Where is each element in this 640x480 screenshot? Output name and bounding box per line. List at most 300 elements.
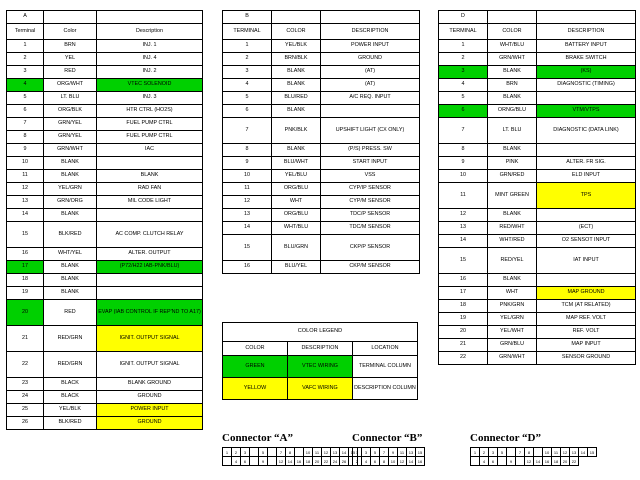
terminal-cell: 12 xyxy=(223,196,272,209)
connector-b-diagram xyxy=(352,432,425,466)
pin-cell: 8 xyxy=(525,448,534,457)
table-row xyxy=(439,300,636,313)
table-row xyxy=(7,157,203,170)
description-cell: EVAP (IAB CONTROL IF REP'ND TO A17) xyxy=(97,300,203,326)
color-cell: ORG/BLU xyxy=(272,183,321,196)
description-cell: CKP/P SENSOR xyxy=(321,235,420,261)
pin-cell: 4 xyxy=(362,457,371,466)
legend-color-swatch: YELLOW xyxy=(223,378,288,400)
terminal-cell: 12 xyxy=(7,183,44,196)
pin-cell: 26 xyxy=(340,457,349,466)
pin-cell: 11 xyxy=(552,448,561,457)
description-cell xyxy=(97,209,203,222)
pin-cell: 18 xyxy=(552,457,561,466)
pin-cell: 6 xyxy=(489,457,498,466)
pin-row xyxy=(471,448,597,457)
color-cell: BLANK xyxy=(272,66,321,79)
terminal-cell: 1 xyxy=(223,40,272,53)
legend-row xyxy=(223,356,418,378)
description-cell: (P/S) PRESS. SW xyxy=(321,144,420,157)
terminal-cell: 9 xyxy=(439,157,488,170)
description-cell: MIL CODE LIGHT xyxy=(97,196,203,209)
table-row xyxy=(7,92,203,105)
pin-cell: 5 xyxy=(498,448,507,457)
table-letter-spacer xyxy=(488,11,537,24)
table-row xyxy=(7,196,203,209)
pin-cell: 14 xyxy=(340,448,349,457)
table-row xyxy=(439,222,636,235)
table-row xyxy=(439,157,636,170)
description-cell: RAD FAN xyxy=(97,183,203,196)
color-cell: WHT/BLU xyxy=(272,222,321,235)
legend-title-row xyxy=(223,323,418,342)
table-letter: A xyxy=(7,11,44,24)
terminal-cell: 10 xyxy=(223,170,272,183)
terminal-cell: 19 xyxy=(439,313,488,326)
description-cell: IAT INPUT xyxy=(537,248,636,274)
table-letter-spacer xyxy=(272,11,321,24)
pin-cell xyxy=(498,457,507,466)
table-row xyxy=(439,105,636,118)
description-cell: A/C REQ. INPUT xyxy=(321,92,420,105)
table-row xyxy=(7,300,203,326)
description-cell: IGNIT. OUTPUT SIGNAL xyxy=(97,352,203,378)
legend-header-description: DESCRIPTION xyxy=(287,342,352,356)
pin-cell: 22 xyxy=(322,457,331,466)
terminal-cell: 11 xyxy=(439,183,488,209)
table-header-row xyxy=(7,24,203,40)
color-cell: BLU/RED xyxy=(272,92,321,105)
legend-row xyxy=(223,378,418,400)
connector-a-diagram xyxy=(222,432,358,466)
description-cell: HTR CTRL (HO2S) xyxy=(97,105,203,118)
description-cell: FUEL PUMP CTRL xyxy=(97,118,203,131)
color-legend-table xyxy=(222,322,418,400)
color-cell: RED/YEL xyxy=(488,248,537,274)
connector-d-caption: Connector “D” xyxy=(470,432,541,444)
color-cell: MINT GREEN xyxy=(488,183,537,209)
terminal-cell: 2 xyxy=(439,53,488,66)
description-cell: SENSOR GROUND xyxy=(537,352,636,365)
table-row xyxy=(223,53,420,66)
description-cell: MAP GROUND xyxy=(537,287,636,300)
legend-description: VTEC WIRING xyxy=(287,356,352,378)
connector-b-pinmap xyxy=(352,447,425,466)
color-cell: PNK/BLK xyxy=(272,118,321,144)
column-header: COLOR xyxy=(488,24,537,40)
pin-cell: 16 xyxy=(295,457,304,466)
table-header-row xyxy=(439,24,636,40)
pin-cell: 12 xyxy=(322,448,331,457)
color-legend-body xyxy=(223,323,418,400)
description-cell: TCM (AT RELATED) xyxy=(537,300,636,313)
color-cell: BLK/RED xyxy=(44,417,97,430)
connector-a-table xyxy=(6,10,203,430)
pin-cell: 10 xyxy=(389,457,398,466)
pin-cell: 6 xyxy=(371,457,380,466)
table-row xyxy=(439,92,636,105)
terminal-cell: 17 xyxy=(7,261,44,274)
column-header: COLOR xyxy=(272,24,321,40)
color-cell: PNK/GRN xyxy=(488,300,537,313)
terminal-cell: 5 xyxy=(439,92,488,105)
connector-d-diagram xyxy=(470,432,597,466)
pin-cell: 2 xyxy=(353,457,362,466)
color-cell: BLANK xyxy=(488,144,537,157)
pin-cell xyxy=(268,448,277,457)
terminal-cell: 21 xyxy=(439,339,488,352)
description-cell: MAP INPUT xyxy=(537,339,636,352)
table-row xyxy=(7,378,203,391)
pin-cell: 16 xyxy=(416,457,425,466)
connector-b-caption: Connector “B” xyxy=(352,432,423,444)
legend-header-location: LOCATION xyxy=(352,342,417,356)
terminal-cell: 21 xyxy=(7,326,44,352)
terminal-cell: 2 xyxy=(223,53,272,66)
table-row xyxy=(7,131,203,144)
color-cell: GRN/WHT xyxy=(488,352,537,365)
table-row xyxy=(223,66,420,79)
table-row xyxy=(7,170,203,183)
pin-row xyxy=(223,457,358,466)
color-cell: BLANK xyxy=(488,92,537,105)
pin-cell: 3 xyxy=(241,448,250,457)
description-cell: POWER INPUT xyxy=(321,40,420,53)
table-row xyxy=(439,248,636,274)
legend-header-color: COLOR xyxy=(223,342,288,356)
description-cell: DIAGNOSTIC (TIMING) xyxy=(537,79,636,92)
color-cell: YEL xyxy=(44,53,97,66)
pin-cell: 20 xyxy=(313,457,322,466)
color-cell: YEL/BLK xyxy=(272,40,321,53)
color-cell: ORNG/BLU xyxy=(488,105,537,118)
pin-cell: 5 xyxy=(259,448,268,457)
description-cell: (ECT) xyxy=(537,222,636,235)
color-cell: BLANK xyxy=(44,287,97,300)
table-row xyxy=(7,209,203,222)
table-row xyxy=(7,222,203,248)
color-cell: YEL/BLU xyxy=(272,170,321,183)
table-row xyxy=(439,352,636,365)
pin-cell: 1 xyxy=(471,448,480,457)
table-row xyxy=(223,261,420,274)
column-header: TERMINAL xyxy=(439,24,488,40)
description-cell: BLANK GROUND xyxy=(97,378,203,391)
table-row xyxy=(439,170,636,183)
table-row xyxy=(223,157,420,170)
color-cell: RED/GRN xyxy=(44,352,97,378)
table-row xyxy=(439,235,636,248)
table-row xyxy=(439,313,636,326)
pin-cell: 8 xyxy=(380,457,389,466)
pin-cell: 1 xyxy=(353,448,362,457)
terminal-cell: 10 xyxy=(439,170,488,183)
pin-cell: 14 xyxy=(407,457,416,466)
pin-cell: 15 xyxy=(588,448,597,457)
connector-d-pinmap xyxy=(470,447,597,466)
color-cell: BLU/WHT xyxy=(272,157,321,170)
color-cell: BLANK xyxy=(272,79,321,92)
color-cell: BLANK xyxy=(44,170,97,183)
pin-cell xyxy=(507,448,516,457)
color-cell: WHT/YEL xyxy=(44,248,97,261)
pin-cell: 7 xyxy=(380,448,389,457)
color-cell: BLANK xyxy=(44,261,97,274)
pin-cell: 7 xyxy=(516,448,525,457)
table-row xyxy=(439,183,636,209)
description-cell: GROUND xyxy=(97,391,203,404)
description-cell: INJ. 3 xyxy=(97,92,203,105)
pin-row xyxy=(353,448,425,457)
color-cell: ORG/BLU xyxy=(272,209,321,222)
description-cell: MAP REF. VOLT xyxy=(537,313,636,326)
connector-b-table xyxy=(222,10,420,274)
description-cell: TDC/M SENSOR xyxy=(321,222,420,235)
description-cell: UPSHIFT LIGHT (CX ONLY) xyxy=(321,118,420,144)
pin-cell: 14 xyxy=(286,457,295,466)
legend-title: COLOR LEGEND xyxy=(223,323,418,342)
color-cell: BRN/BLK xyxy=(272,53,321,66)
pin-row xyxy=(353,457,425,466)
terminal-cell: 8 xyxy=(223,144,272,157)
terminal-cell: 18 xyxy=(7,274,44,287)
table-letter-row xyxy=(7,11,203,24)
pin-cell: 13 xyxy=(331,448,340,457)
table-row xyxy=(439,53,636,66)
terminal-cell: 3 xyxy=(439,66,488,79)
pin-cell: 8 xyxy=(286,448,295,457)
pin-cell: 4 xyxy=(232,457,241,466)
table-header-row xyxy=(223,24,420,40)
description-cell xyxy=(537,274,636,287)
table-row xyxy=(439,118,636,144)
color-cell: BLANK xyxy=(44,157,97,170)
description-cell xyxy=(537,209,636,222)
pin-cell: 22 xyxy=(570,457,579,466)
table-row xyxy=(7,53,203,66)
pin-cell: 20 xyxy=(561,457,570,466)
table-row xyxy=(223,79,420,92)
terminal-cell: 2 xyxy=(7,53,44,66)
table-row xyxy=(7,183,203,196)
description-cell xyxy=(97,157,203,170)
color-cell: GRN/RED xyxy=(488,170,537,183)
terminal-cell: 14 xyxy=(7,209,44,222)
color-cell: GRN/ORG xyxy=(44,196,97,209)
color-cell: ORG/BLK xyxy=(44,105,97,118)
description-cell: IGNIT. OUTPUT SIGNAL xyxy=(97,326,203,352)
terminal-cell: 25 xyxy=(7,404,44,417)
pin-cell: 12 xyxy=(561,448,570,457)
table-row xyxy=(223,235,420,261)
table-row xyxy=(439,144,636,157)
pin-cell: 16 xyxy=(543,457,552,466)
description-cell: CYP/IP SENSOR xyxy=(321,183,420,196)
pin-cell: 9 xyxy=(389,448,398,457)
pin-cell: 9 xyxy=(507,457,516,466)
terminal-cell: 1 xyxy=(439,40,488,53)
terminal-cell: 10 xyxy=(7,157,44,170)
connector-a-body xyxy=(7,11,203,430)
legend-color-swatch: GREEN xyxy=(223,356,288,378)
table-row xyxy=(7,66,203,79)
terminal-cell: 17 xyxy=(439,287,488,300)
description-cell: INJ. 1 xyxy=(97,40,203,53)
pin-cell xyxy=(268,457,277,466)
color-cell: BLU/YEL xyxy=(272,261,321,274)
description-cell: VSS xyxy=(321,170,420,183)
terminal-cell: 3 xyxy=(223,66,272,79)
description-cell: IAC xyxy=(97,144,203,157)
terminal-cell: 13 xyxy=(223,209,272,222)
pin-cell: 14 xyxy=(579,448,588,457)
color-cell: WHT/BLU xyxy=(488,40,537,53)
table-row xyxy=(7,326,203,352)
legend-header-row xyxy=(223,342,418,356)
table-row xyxy=(439,66,636,79)
table-row xyxy=(7,248,203,261)
table-row xyxy=(7,391,203,404)
terminal-cell: 15 xyxy=(439,248,488,274)
description-cell xyxy=(321,105,420,118)
terminal-cell: 6 xyxy=(7,105,44,118)
table-row xyxy=(223,144,420,157)
color-cell: WHT xyxy=(272,196,321,209)
table-row xyxy=(7,417,203,430)
pin-cell: 3 xyxy=(362,448,371,457)
table-row xyxy=(7,274,203,287)
table-row xyxy=(7,287,203,300)
column-header: Terminal xyxy=(7,24,44,40)
connector-d-table xyxy=(438,10,636,365)
description-cell: ALTER. OUTPUT xyxy=(97,248,203,261)
description-cell: (KS) xyxy=(537,66,636,79)
terminal-cell: 12 xyxy=(439,209,488,222)
terminal-cell: 13 xyxy=(7,196,44,209)
table-row xyxy=(7,118,203,131)
table-letter: D xyxy=(439,11,488,24)
terminal-cell: 9 xyxy=(7,144,44,157)
table-row xyxy=(7,261,203,274)
pin-cell xyxy=(223,457,232,466)
color-cell: BLACK xyxy=(44,391,97,404)
connector-d-body xyxy=(439,11,636,365)
description-cell: GROUND xyxy=(97,417,203,430)
pin-cell: 14 xyxy=(534,457,543,466)
pin-row xyxy=(223,448,358,457)
color-cell: BLANK xyxy=(44,274,97,287)
description-cell: INJ. 4 xyxy=(97,53,203,66)
description-cell: START INPUT xyxy=(321,157,420,170)
color-cell: RED/GRN xyxy=(44,326,97,352)
color-cell: BLANK xyxy=(488,66,537,79)
description-cell: (P72/H22 IAB-PNK/BLU) xyxy=(97,261,203,274)
terminal-cell: 14 xyxy=(223,222,272,235)
description-cell: BLANK xyxy=(97,170,203,183)
color-cell: BLANK xyxy=(44,209,97,222)
pin-cell: 15 xyxy=(349,448,358,457)
table-row xyxy=(223,92,420,105)
description-cell: TDC/P SENSOR xyxy=(321,209,420,222)
table-row xyxy=(7,352,203,378)
color-cell: WHT xyxy=(488,287,537,300)
pin-cell: 12 xyxy=(277,457,286,466)
color-cell: YEL/WHT xyxy=(488,326,537,339)
pin-cell: 1 xyxy=(223,448,232,457)
pin-cell xyxy=(516,457,525,466)
color-cell: BLK/RED xyxy=(44,222,97,248)
table-row xyxy=(223,183,420,196)
table-letter-spacer xyxy=(321,11,420,24)
terminal-cell: 16 xyxy=(439,274,488,287)
legend-location: TERMINAL COLUMN xyxy=(352,356,417,378)
table-letter-spacer xyxy=(44,11,97,24)
terminal-cell: 7 xyxy=(223,118,272,144)
pin-cell: 4 xyxy=(480,457,489,466)
terminal-cell: 3 xyxy=(7,66,44,79)
connector-a-caption: Connector “A” xyxy=(222,432,293,444)
terminal-cell: 23 xyxy=(7,378,44,391)
terminal-cell: 16 xyxy=(223,261,272,274)
description-cell: BATTERY INPUT xyxy=(537,40,636,53)
pin-cell: 13 xyxy=(570,448,579,457)
table-row xyxy=(7,404,203,417)
terminal-cell: 6 xyxy=(223,105,272,118)
pin-cell: 12 xyxy=(525,457,534,466)
terminal-cell: 24 xyxy=(7,391,44,404)
table-row xyxy=(439,40,636,53)
pin-cell: 3 xyxy=(489,448,498,457)
pin-cell: 18 xyxy=(304,457,313,466)
color-cell: YEL/GRN xyxy=(488,313,537,326)
pin-cell: 9 xyxy=(259,457,268,466)
table-row xyxy=(439,209,636,222)
color-cell: RED xyxy=(44,66,97,79)
color-cell: BRN xyxy=(44,40,97,53)
description-cell xyxy=(537,144,636,157)
description-cell: VTEC SOLENOID xyxy=(97,79,203,92)
connector-a-pinmap xyxy=(222,447,358,466)
pin-cell: 11 xyxy=(398,448,407,457)
terminal-cell: 5 xyxy=(223,92,272,105)
color-cell: BRN xyxy=(488,79,537,92)
color-cell: GRN/WHT xyxy=(488,53,537,66)
terminal-cell: 4 xyxy=(439,79,488,92)
table-row xyxy=(223,105,420,118)
pin-cell: 11 xyxy=(313,448,322,457)
terminal-cell: 26 xyxy=(7,417,44,430)
description-cell: (AT) xyxy=(321,79,420,92)
terminal-cell: 22 xyxy=(439,352,488,365)
description-cell: GROUND xyxy=(321,53,420,66)
table-row xyxy=(439,339,636,352)
color-cell: BLU/GRN xyxy=(272,235,321,261)
table-row xyxy=(439,326,636,339)
description-cell: AC COMP. CLUTCH RELAY xyxy=(97,222,203,248)
pin-cell: 6 xyxy=(241,457,250,466)
color-cell: BLANK xyxy=(488,209,537,222)
description-cell: INJ. 2 xyxy=(97,66,203,79)
column-header: DESCRIPTION xyxy=(321,24,420,40)
table-letter-row xyxy=(439,11,636,24)
color-cell: PINK xyxy=(488,157,537,170)
terminal-cell: 20 xyxy=(7,300,44,326)
terminal-cell: 7 xyxy=(7,118,44,131)
terminal-cell: 8 xyxy=(439,144,488,157)
legend-location: DESCRIPTION COLUMN xyxy=(352,378,417,400)
terminal-cell: 15 xyxy=(7,222,44,248)
table-row xyxy=(7,40,203,53)
